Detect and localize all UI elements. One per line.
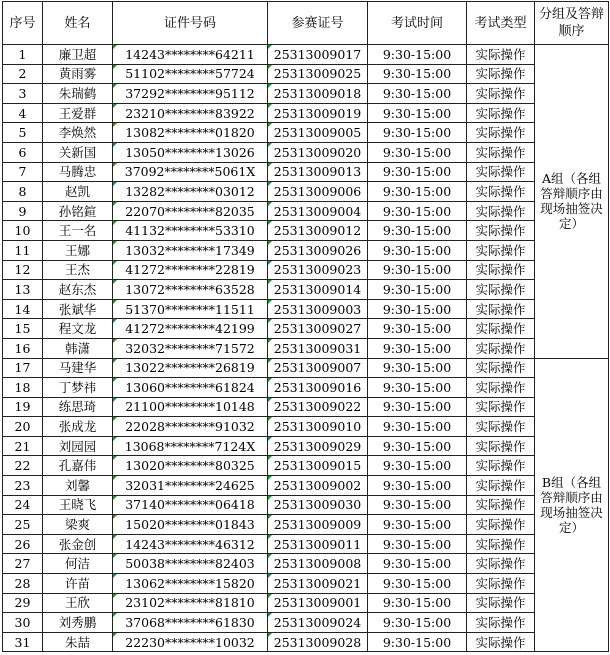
cell-name: 黄雨雾 xyxy=(43,64,113,84)
header-group: 分组及答辩顺序 xyxy=(535,2,609,45)
table-row xyxy=(3,436,609,456)
cell-id-number: 23102********81810 xyxy=(113,593,268,613)
cell-exam-time: 9:30-15:00 xyxy=(368,456,467,476)
table-row xyxy=(3,201,609,221)
table-row xyxy=(3,103,609,123)
cell-name: 梁爽 xyxy=(43,515,113,535)
cell-name: 关新国 xyxy=(43,142,113,162)
cell-exam-time: 9:30-15:00 xyxy=(368,182,467,202)
cell-seq: 18 xyxy=(3,378,43,398)
cell-id-number: 41272********42199 xyxy=(113,319,268,339)
cell-ticket-number: 25313009027 xyxy=(268,319,368,339)
cell-exam-time: 9:30-15:00 xyxy=(368,103,467,123)
cell-seq: 19 xyxy=(3,397,43,417)
cell-exam-type: 实际操作 xyxy=(467,123,535,143)
cell-ticket-number: 25313009021 xyxy=(268,574,368,594)
cell-name: 王晓飞 xyxy=(43,495,113,515)
cell-exam-type: 实际操作 xyxy=(467,476,535,496)
cell-exam-time: 9:30-15:00 xyxy=(368,476,467,496)
cell-seq: 7 xyxy=(3,162,43,182)
cell-exam-time: 9:30-15:00 xyxy=(368,299,467,319)
cell-seq: 16 xyxy=(3,338,43,358)
table-row xyxy=(3,123,609,143)
cell-name: 刘园园 xyxy=(43,436,113,456)
cell-exam-type: 实际操作 xyxy=(467,240,535,260)
header-ticket: 参赛证号 xyxy=(268,2,368,45)
cell-seq: 27 xyxy=(3,554,43,574)
header-seq: 序号 xyxy=(3,2,43,45)
cell-name: 王爱群 xyxy=(43,103,113,123)
cell-id-number: 14243********64211 xyxy=(113,45,268,65)
cell-name: 朱瑞鹤 xyxy=(43,84,113,104)
table-row xyxy=(3,495,609,515)
cell-seq: 9 xyxy=(3,201,43,221)
cell-name: 张金创 xyxy=(43,534,113,554)
cell-id-number: 22028********91032 xyxy=(113,417,268,437)
header-id: 证件号码 xyxy=(113,2,268,45)
header-type: 考试类型 xyxy=(467,2,535,45)
cell-ticket-number: 25313009010 xyxy=(268,417,368,437)
cell-exam-time: 9:30-15:00 xyxy=(368,574,467,594)
cell-exam-type: 实际操作 xyxy=(467,201,535,221)
cell-exam-type: 实际操作 xyxy=(467,613,535,633)
cell-exam-type: 实际操作 xyxy=(467,515,535,535)
cell-exam-time: 9:30-15:00 xyxy=(368,358,467,378)
cell-id-number: 13072********63528 xyxy=(113,280,268,300)
table-row xyxy=(3,338,609,358)
cell-exam-time: 9:30-15:00 xyxy=(368,45,467,65)
cell-exam-time: 9:30-15:00 xyxy=(368,64,467,84)
table-row xyxy=(3,319,609,339)
cell-ticket-number: 25313009011 xyxy=(268,534,368,554)
cell-name: 赵凯 xyxy=(43,182,113,202)
cell-name: 王欣 xyxy=(43,593,113,613)
cell-exam-type: 实际操作 xyxy=(467,574,535,594)
cell-name: 刘秀鹏 xyxy=(43,613,113,633)
cell-seq: 5 xyxy=(3,123,43,143)
cell-name: 丁梦祎 xyxy=(43,378,113,398)
header-row xyxy=(3,2,609,45)
table-row xyxy=(3,45,609,65)
cell-name: 何洁 xyxy=(43,554,113,574)
cell-exam-type: 实际操作 xyxy=(467,260,535,280)
cell-seq: 20 xyxy=(3,417,43,437)
cell-id-number: 41272********22819 xyxy=(113,260,268,280)
cell-seq: 22 xyxy=(3,456,43,476)
cell-exam-type: 实际操作 xyxy=(467,554,535,574)
cell-exam-time: 9:30-15:00 xyxy=(368,84,467,104)
cell-exam-time: 9:30-15:00 xyxy=(368,162,467,182)
header-time: 考试时间 xyxy=(368,2,467,45)
cell-exam-type: 实际操作 xyxy=(467,495,535,515)
cell-id-number: 13022********26819 xyxy=(113,358,268,378)
cell-exam-type: 实际操作 xyxy=(467,182,535,202)
table-row xyxy=(3,456,609,476)
cell-exam-time: 9:30-15:00 xyxy=(368,240,467,260)
cell-seq: 29 xyxy=(3,593,43,613)
table-row xyxy=(3,534,609,554)
cell-exam-time: 9:30-15:00 xyxy=(368,260,467,280)
cell-name: 程文龙 xyxy=(43,319,113,339)
cell-seq: 6 xyxy=(3,142,43,162)
cell-exam-type: 实际操作 xyxy=(467,534,535,554)
cell-ticket-number: 25313009012 xyxy=(268,221,368,241)
cell-ticket-number: 25313009025 xyxy=(268,64,368,84)
table-row xyxy=(3,632,609,652)
cell-exam-time: 9:30-15:00 xyxy=(368,495,467,515)
table-row xyxy=(3,260,609,280)
cell-ticket-number: 25313009030 xyxy=(268,495,368,515)
cell-id-number: 50038********82403 xyxy=(113,554,268,574)
cell-seq: 2 xyxy=(3,64,43,84)
cell-id-number: 13020********80325 xyxy=(113,456,268,476)
cell-ticket-number: 25313009016 xyxy=(268,378,368,398)
table-row xyxy=(3,417,609,437)
cell-name: 刘馨 xyxy=(43,476,113,496)
cell-id-number: 13060********61824 xyxy=(113,378,268,398)
cell-id-number: 32031********24625 xyxy=(113,476,268,496)
cell-exam-time: 9:30-15:00 xyxy=(368,515,467,535)
header-name: 姓名 xyxy=(43,2,113,45)
exam-roster-table xyxy=(2,1,609,652)
cell-ticket-number: 25313009026 xyxy=(268,240,368,260)
cell-ticket-number: 25313009002 xyxy=(268,476,368,496)
cell-exam-time: 9:30-15:00 xyxy=(368,436,467,456)
cell-exam-type: 实际操作 xyxy=(467,397,535,417)
cell-seq: 23 xyxy=(3,476,43,496)
cell-exam-type: 实际操作 xyxy=(467,358,535,378)
cell-exam-type: 实际操作 xyxy=(467,64,535,84)
cell-exam-type: 实际操作 xyxy=(467,338,535,358)
cell-name: 廉卫超 xyxy=(43,45,113,65)
table-row xyxy=(3,84,609,104)
cell-ticket-number: 25313009028 xyxy=(268,632,368,652)
cell-ticket-number: 25313009001 xyxy=(268,593,368,613)
cell-ticket-number: 25313009018 xyxy=(268,84,368,104)
cell-id-number: 37068********61830 xyxy=(113,613,268,633)
cell-seq: 10 xyxy=(3,221,43,241)
cell-exam-type: 实际操作 xyxy=(467,319,535,339)
cell-exam-type: 实际操作 xyxy=(467,417,535,437)
cell-name: 孙铭鍹 xyxy=(43,201,113,221)
cell-id-number: 13282********03012 xyxy=(113,182,268,202)
cell-exam-type: 实际操作 xyxy=(467,45,535,65)
cell-seq: 28 xyxy=(3,574,43,594)
cell-seq: 1 xyxy=(3,45,43,65)
cell-seq: 24 xyxy=(3,495,43,515)
cell-seq: 21 xyxy=(3,436,43,456)
cell-id-number: 14243********46312 xyxy=(113,534,268,554)
cell-exam-time: 9:30-15:00 xyxy=(368,280,467,300)
table-row xyxy=(3,358,609,378)
cell-id-number: 37092********5061X xyxy=(113,162,268,182)
cell-name: 李焕然 xyxy=(43,123,113,143)
cell-exam-type: 实际操作 xyxy=(467,299,535,319)
cell-id-number: 13082********01820 xyxy=(113,123,268,143)
cell-seq: 3 xyxy=(3,84,43,104)
cell-exam-time: 9:30-15:00 xyxy=(368,201,467,221)
table-row xyxy=(3,280,609,300)
cell-seq: 26 xyxy=(3,534,43,554)
cell-ticket-number: 25313009022 xyxy=(268,397,368,417)
cell-ticket-number: 25313009031 xyxy=(268,338,368,358)
cell-name: 王娜 xyxy=(43,240,113,260)
cell-name: 马建华 xyxy=(43,358,113,378)
table-row xyxy=(3,378,609,398)
cell-seq: 31 xyxy=(3,632,43,652)
cell-id-number: 22070********82035 xyxy=(113,201,268,221)
table-row xyxy=(3,613,609,633)
cell-exam-type: 实际操作 xyxy=(467,221,535,241)
cell-name: 赵东杰 xyxy=(43,280,113,300)
cell-id-number: 22230********10032 xyxy=(113,632,268,652)
cell-exam-type: 实际操作 xyxy=(467,632,535,652)
cell-exam-time: 9:30-15:00 xyxy=(368,417,467,437)
table-row xyxy=(3,64,609,84)
cell-seq: 8 xyxy=(3,182,43,202)
cell-ticket-number: 25313009014 xyxy=(268,280,368,300)
cell-ticket-number: 25313009029 xyxy=(268,436,368,456)
cell-id-number: 13032********17349 xyxy=(113,240,268,260)
cell-name: 王一名 xyxy=(43,221,113,241)
table-row xyxy=(3,593,609,613)
cell-ticket-number: 25313009004 xyxy=(268,201,368,221)
cell-exam-time: 9:30-15:00 xyxy=(368,554,467,574)
cell-exam-type: 实际操作 xyxy=(467,280,535,300)
roster-body xyxy=(3,45,609,652)
cell-id-number: 15020********01843 xyxy=(113,515,268,535)
cell-ticket-number: 25313009005 xyxy=(268,123,368,143)
cell-exam-time: 9:30-15:00 xyxy=(368,534,467,554)
cell-exam-type: 实际操作 xyxy=(467,378,535,398)
cell-exam-time: 9:30-15:00 xyxy=(368,613,467,633)
table-row xyxy=(3,554,609,574)
cell-name: 练思琦 xyxy=(43,397,113,417)
cell-id-number: 41132********53310 xyxy=(113,221,268,241)
table-row xyxy=(3,142,609,162)
cell-exam-type: 实际操作 xyxy=(467,162,535,182)
cell-name: 朱喆 xyxy=(43,632,113,652)
table-row xyxy=(3,574,609,594)
cell-ticket-number: 25313009015 xyxy=(268,456,368,476)
cell-exam-type: 实际操作 xyxy=(467,84,535,104)
cell-exam-time: 9:30-15:00 xyxy=(368,593,467,613)
cell-exam-time: 9:30-15:00 xyxy=(368,632,467,652)
table-row xyxy=(3,221,609,241)
cell-ticket-number: 25313009024 xyxy=(268,613,368,633)
cell-ticket-number: 25313009006 xyxy=(268,182,368,202)
cell-seq: 13 xyxy=(3,280,43,300)
cell-seq: 30 xyxy=(3,613,43,633)
cell-exam-time: 9:30-15:00 xyxy=(368,123,467,143)
cell-name: 王杰 xyxy=(43,260,113,280)
cell-seq: 25 xyxy=(3,515,43,535)
cell-seq: 17 xyxy=(3,358,43,378)
cell-ticket-number: 25313009008 xyxy=(268,554,368,574)
cell-id-number: 23210********83922 xyxy=(113,103,268,123)
cell-seq: 12 xyxy=(3,260,43,280)
cell-id-number: 37140********06418 xyxy=(113,495,268,515)
cell-name: 韩潇 xyxy=(43,338,113,358)
cell-name: 孔嘉伟 xyxy=(43,456,113,476)
table-row xyxy=(3,515,609,535)
cell-exam-type: 实际操作 xyxy=(467,593,535,613)
cell-id-number: 37292********95112 xyxy=(113,84,268,104)
cell-id-number: 51370********11511 xyxy=(113,299,268,319)
cell-ticket-number: 25313009003 xyxy=(268,299,368,319)
cell-name: 马腾忠 xyxy=(43,162,113,182)
cell-exam-type: 实际操作 xyxy=(467,142,535,162)
cell-ticket-number: 25313009013 xyxy=(268,162,368,182)
cell-id-number: 21100********10148 xyxy=(113,397,268,417)
table-row xyxy=(3,397,609,417)
cell-exam-time: 9:30-15:00 xyxy=(368,319,467,339)
table-row xyxy=(3,240,609,260)
table-row xyxy=(3,182,609,202)
cell-exam-type: 实际操作 xyxy=(467,436,535,456)
cell-ticket-number: 25313009020 xyxy=(268,142,368,162)
group-cell: B组（各组答辩顺序由现场抽签决定） xyxy=(535,358,609,652)
cell-ticket-number: 25313009017 xyxy=(268,45,368,65)
cell-name: 许苗 xyxy=(43,574,113,594)
cell-seq: 14 xyxy=(3,299,43,319)
cell-id-number: 32032********71572 xyxy=(113,338,268,358)
cell-ticket-number: 25313009009 xyxy=(268,515,368,535)
cell-name: 张斌华 xyxy=(43,299,113,319)
cell-exam-type: 实际操作 xyxy=(467,456,535,476)
cell-seq: 11 xyxy=(3,240,43,260)
cell-name: 张成龙 xyxy=(43,417,113,437)
table-row xyxy=(3,162,609,182)
cell-exam-time: 9:30-15:00 xyxy=(368,338,467,358)
cell-ticket-number: 25313009019 xyxy=(268,103,368,123)
cell-id-number: 13062********15820 xyxy=(113,574,268,594)
cell-exam-time: 9:30-15:00 xyxy=(368,142,467,162)
cell-exam-time: 9:30-15:00 xyxy=(368,221,467,241)
cell-exam-time: 9:30-15:00 xyxy=(368,378,467,398)
cell-id-number: 13050********13026 xyxy=(113,142,268,162)
table-row xyxy=(3,299,609,319)
cell-exam-time: 9:30-15:00 xyxy=(368,397,467,417)
cell-ticket-number: 25313009007 xyxy=(268,358,368,378)
table-row xyxy=(3,476,609,496)
group-cell: A组（各组答辩顺序由现场抽签决定） xyxy=(535,45,609,359)
cell-id-number: 51102********57724 xyxy=(113,64,268,84)
cell-ticket-number: 25313009023 xyxy=(268,260,368,280)
cell-seq: 4 xyxy=(3,103,43,123)
cell-seq: 15 xyxy=(3,319,43,339)
cell-id-number: 13068********7124X xyxy=(113,436,268,456)
cell-exam-type: 实际操作 xyxy=(467,103,535,123)
